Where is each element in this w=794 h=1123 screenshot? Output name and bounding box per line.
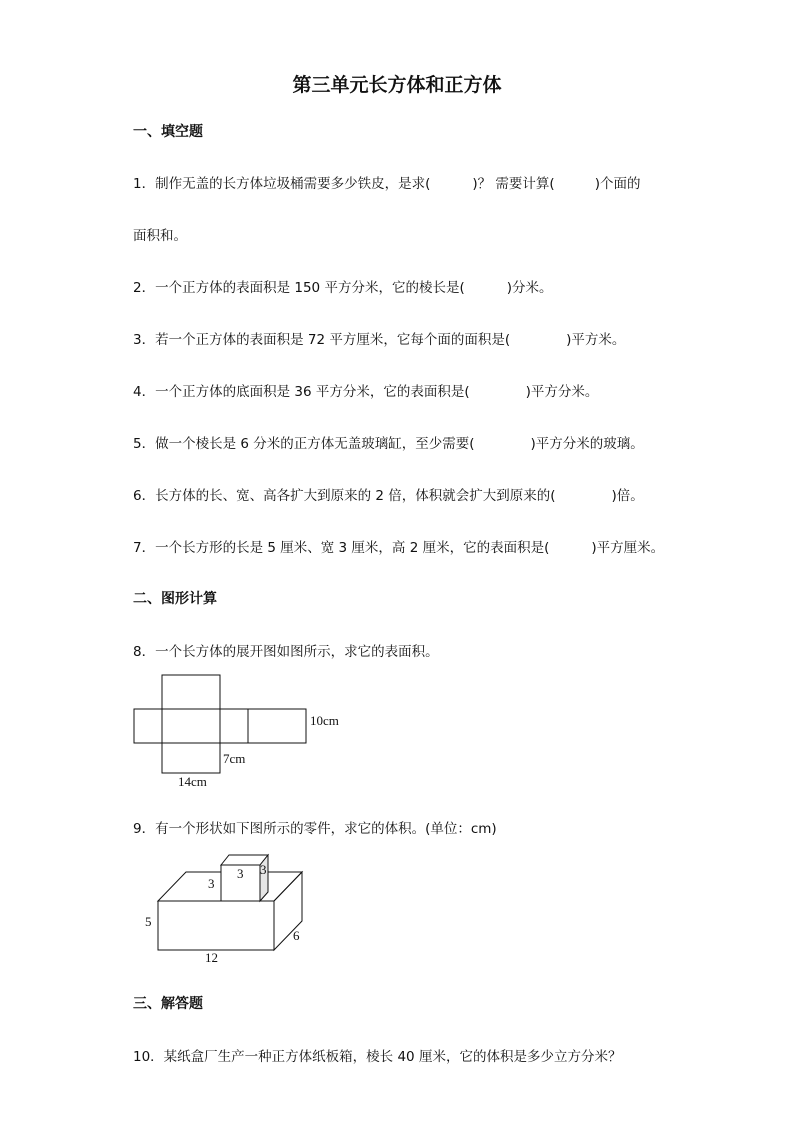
box-length-label: 12 xyxy=(205,950,218,965)
question-2-text-a: 2．一个正方体的表面积是 150 平方分米，它的棱长是( xyxy=(133,280,465,296)
net-face-right xyxy=(220,709,248,743)
question-3-text-b: )平方米。 xyxy=(566,332,626,348)
cube-front-label: 3 xyxy=(237,866,244,881)
question-1-text-b: )？ 需要计算( xyxy=(472,176,555,192)
page-title: 第三单元长方体和正方体 xyxy=(292,74,502,96)
question-9: 9．有一个形状如下图所示的零件，求它的体积。(单位：cm) xyxy=(133,821,497,837)
section-fill-blank: 一、填空题 xyxy=(133,124,203,140)
question-1 xyxy=(133,172,640,192)
question-5-text-b: )平方分米的玻璃。 xyxy=(530,436,644,452)
net-face-back xyxy=(248,709,306,743)
box-depth-label: 6 xyxy=(293,928,300,943)
net-face-bottom xyxy=(162,743,220,773)
question-10: 10．某纸盒厂生产一种正方体纸板箱，棱长 40 厘米，它的体积是多少立方分米？ xyxy=(133,1049,622,1065)
question-7 xyxy=(133,536,664,556)
cuboid-part-figure xyxy=(138,848,318,968)
question-4-text-a: 4．一个正方体的底面积是 36 平方分米，它的表面积是( xyxy=(133,384,470,400)
question-4-text-b: )平方分米。 xyxy=(525,384,599,400)
question-5 xyxy=(133,432,644,452)
question-5-text-a: 5．做一个棱长是 6 分米的正方体无盖玻璃缸，至少需要( xyxy=(133,436,475,452)
cuboid-net-figure xyxy=(128,668,358,793)
box-height-label: 5 xyxy=(145,914,152,929)
question-2 xyxy=(133,276,553,296)
question-3 xyxy=(133,328,625,348)
question-6-text-a: 6．长方体的长、宽、高各扩大到原来的 2 倍，体积就会扩大到原来的( xyxy=(133,488,556,504)
question-3-text-a: 3．若一个正方体的表面积是 72 平方厘米，它每个面的面积是( xyxy=(133,332,511,348)
question-6-text-b: )倍。 xyxy=(611,488,644,504)
section-word-problems: 三、解答题 xyxy=(133,996,203,1012)
cube-side-label: 3 xyxy=(260,862,267,877)
question-7-text-a: 7．一个长方形的长是 5 厘米、宽 3 厘米，高 2 厘米，它的表面积是( xyxy=(133,540,550,556)
question-4 xyxy=(133,380,598,400)
question-7-text-b: )平方厘米。 xyxy=(591,540,665,556)
question-1-text-c: )个面的 xyxy=(594,176,641,192)
net-height-label: 10cm xyxy=(310,713,339,728)
section-figure-calc: 二、图形计算 xyxy=(133,591,217,607)
cube-left-label: 3 xyxy=(208,876,215,891)
net-length-label: 14cm xyxy=(178,774,207,789)
net-width-label: 7cm xyxy=(223,751,246,766)
net-face-front xyxy=(162,709,220,743)
net-face-left xyxy=(134,709,162,743)
question-8: 8．一个长方体的展开图如图所示，求它的表面积。 xyxy=(133,644,439,660)
question-6 xyxy=(133,484,644,504)
net-face-top xyxy=(162,675,220,709)
box-front-face xyxy=(158,901,274,950)
question-1-line-2: 面积和。 xyxy=(133,228,187,244)
question-1-text-a: 1．制作无盖的长方体垃圾桶需要多少铁皮，是求( xyxy=(133,176,431,192)
question-2-text-b: )分米。 xyxy=(506,280,553,296)
